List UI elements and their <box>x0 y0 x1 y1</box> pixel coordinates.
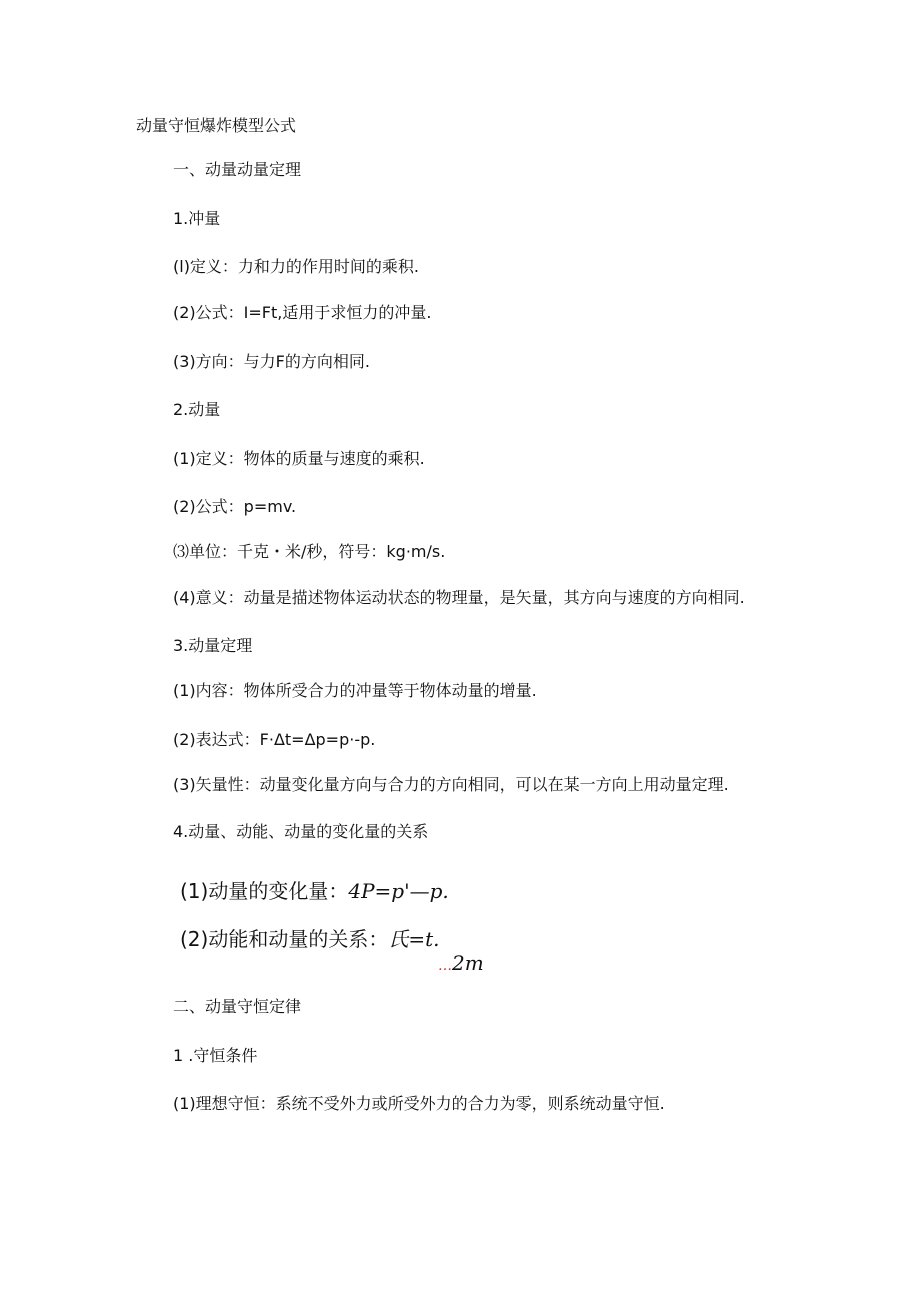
energy-momentum-label: (2)动能和动量的关系： <box>180 927 389 951</box>
subheading-conservation-conditions: 1 .守恒条件 <box>173 1046 258 1065</box>
momentum-change-label: (1)动量的变化量： <box>180 879 349 903</box>
section-heading-2: 二、动量守恒定律 <box>173 997 302 1016</box>
paragraph-impulse-formula: (2)公式：I=Ft,适用于求恒力的冲量. <box>173 303 432 322</box>
paragraph-momentum-change <box>180 878 449 904</box>
paragraph-ideal-conservation: (1)理想守恒：系统不受外力或所受外力的合力为零，则系统动量守恒. <box>173 1094 665 1113</box>
paragraph-momentum-unit: ⑶单位：千克・米/秒，符号：kg·m∕s. <box>173 542 446 561</box>
section-heading-1: 一、动量动量定理 <box>173 160 302 179</box>
paragraph-impulse-direction: (3)方向：与力F的方向相同. <box>173 352 370 371</box>
momentum-change-formula: 4P=p'—p. <box>348 879 449 903</box>
energy-momentum-formula: 氏=t. <box>388 927 440 951</box>
paragraph-impulse-definition: (l)定义：力和力的作用时间的乘积. <box>173 257 420 276</box>
paragraph-momentum-definition: (1)定义：物体的质量与速度的乘积. <box>173 449 425 468</box>
subheading-momentum: 2.动量 <box>173 400 221 419</box>
paragraph-theorem-vector: (3)矢量性：动量变化量方向与合力的方向相同，可以在某一方向上用动量定理. <box>173 775 729 794</box>
paragraph-energy-momentum <box>180 926 440 952</box>
subheading-relationship: 4.动量、动能、动量的变化量的关系 <box>173 822 429 841</box>
denominator-text: 2m <box>452 951 484 975</box>
denominator-dots: … <box>438 958 452 974</box>
energy-momentum-denominator <box>438 951 484 978</box>
paragraph-momentum-meaning: (4)意义：动量是描述物体运动状态的物理量，是矢量，其方向与速度的方向相同. <box>173 588 745 607</box>
paragraph-theorem-content: (1)内容：物体所受合力的冲量等于物体动量的增量. <box>173 681 537 700</box>
paragraph-momentum-formula: (2)公式：p=mv. <box>173 497 297 516</box>
subheading-momentum-theorem: 3.动量定理 <box>173 636 253 655</box>
paragraph-theorem-expression: (2)表达式：F·Δt=Δp=p·-p. <box>173 730 376 749</box>
subheading-impulse: 1.冲量 <box>173 209 221 228</box>
document-title: 动量守恒爆炸模型公式 <box>136 116 297 135</box>
